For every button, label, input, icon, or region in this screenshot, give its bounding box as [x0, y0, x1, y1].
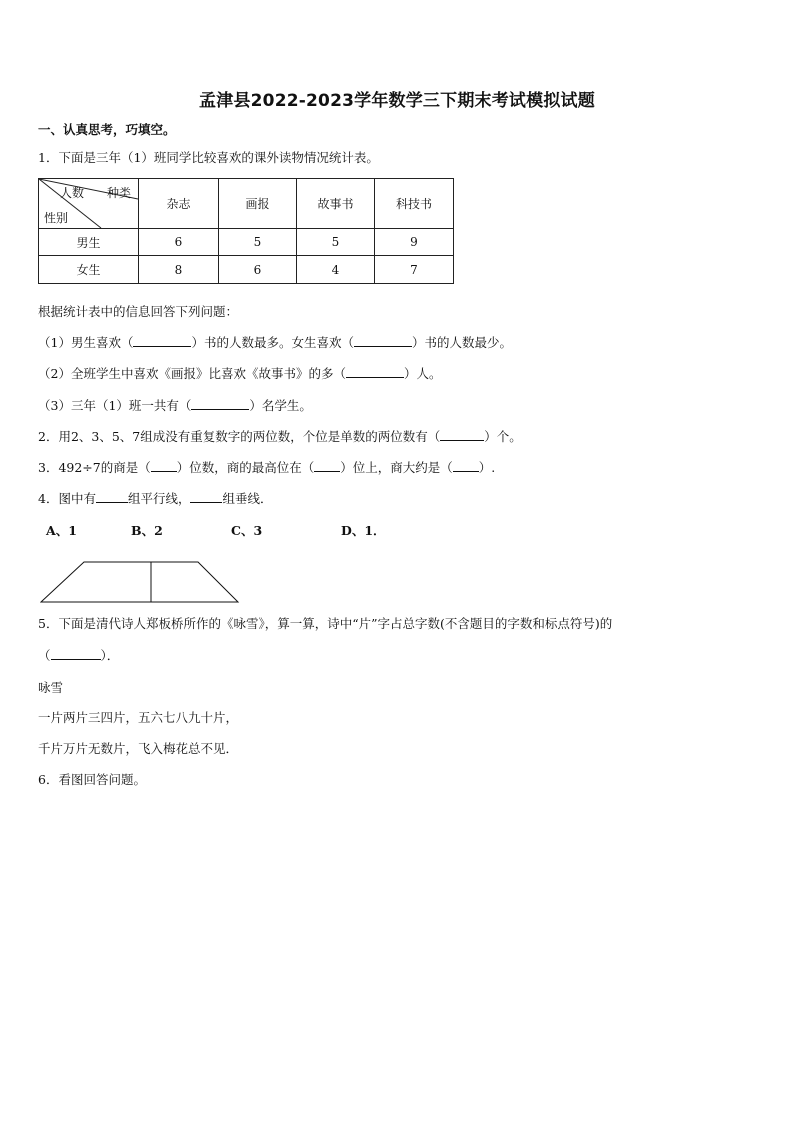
trapezoid-figure [40, 560, 240, 604]
answer-blank[interactable] [96, 490, 128, 503]
text-segment: 3．492÷7的商是（ [38, 460, 151, 475]
question-1-part-1 [38, 333, 512, 351]
answer-blank[interactable] [314, 459, 340, 472]
table-cell: 4 [297, 256, 375, 284]
text-segment: （1）男生喜欢（ [38, 335, 134, 350]
text-segment: ）位数，商的最高位在（ [176, 460, 315, 475]
option-b[interactable]: B、2 [131, 523, 163, 538]
column-header: 杂志 [139, 179, 219, 229]
question-2 [38, 427, 522, 445]
table-row [39, 256, 454, 284]
text-segment: （ [38, 648, 51, 663]
answer-blank[interactable] [51, 647, 101, 660]
table-cell: 9 [375, 229, 454, 256]
answer-blank[interactable] [440, 428, 484, 441]
question-1-prompt: 根据统计表中的信息回答下列问题： [38, 304, 239, 319]
corner-label-type: 种类 [107, 186, 132, 200]
answer-blank[interactable] [190, 490, 222, 503]
text-segment: ）书的人数最多。女生喜欢（ [191, 335, 354, 350]
table-row [39, 229, 454, 256]
text-segment: （2）全班学生中喜欢《画报》比喜欢《故事书》的多（ [38, 366, 346, 381]
table-cell: 5 [297, 229, 375, 256]
table-cell: 5 [219, 229, 297, 256]
answer-blank[interactable] [133, 334, 191, 347]
page-title: 孟津县2022-2023学年数学三下期末考试模拟试题 [199, 91, 595, 111]
row-label: 男生 [39, 229, 139, 256]
question-3 [38, 458, 495, 476]
question-1-part-2 [38, 364, 441, 382]
answer-blank[interactable] [354, 334, 412, 347]
table-cell: 6 [139, 229, 219, 256]
text-segment: ）． [100, 648, 120, 663]
question-5-stem: 5．下面是清代诗人郑板桥所作的《咏雪》，算一算，诗中“片”字占总字数(不含题目的字数和标点符号)的 [38, 616, 613, 631]
text-segment: ）. [478, 460, 496, 475]
table-cell: 8 [139, 256, 219, 284]
option-d[interactable]: D、1． [341, 523, 386, 538]
text-segment: 组垂线． [222, 491, 273, 506]
poem-line-2: 千片万片无数片，飞入梅花总不见． [38, 741, 239, 756]
reading-statistics-table [38, 178, 454, 284]
corner-label-count: 人数 [60, 186, 85, 200]
poem-title: 咏雪 [38, 680, 64, 695]
option-c[interactable]: C、3 [231, 523, 263, 538]
question-1-stem: 1．下面是三年（1）班同学比较喜欢的课外读物情况统计表。 [38, 150, 379, 165]
poem-line-1: 一片两片三四片，五六七八九十片， [38, 710, 239, 725]
answer-blank[interactable] [151, 459, 177, 472]
table-corner-header [39, 179, 139, 229]
column-header: 画报 [219, 179, 297, 229]
text-segment: ）名学生。 [249, 398, 312, 413]
question-6: 6．看图回答问题。 [38, 772, 146, 787]
table-cell: 7 [375, 256, 454, 284]
option-a[interactable]: A、1 [46, 523, 77, 538]
table-cell: 6 [219, 256, 297, 284]
question-1-part-3 [38, 396, 312, 414]
column-header: 故事书 [297, 179, 375, 229]
text-segment: （3）三年（1）班一共有（ [38, 398, 192, 413]
text-segment: 4．图中有 [38, 491, 96, 506]
text-segment: 组平行线， [127, 491, 191, 506]
question-5-answer-line [38, 646, 119, 664]
text-segment: ）书的人数最少。 [411, 335, 512, 350]
corner-label-gender: 性别 [44, 211, 69, 225]
column-header: 科技书 [375, 179, 454, 229]
text-segment: ）人。 [403, 366, 442, 381]
question-4 [38, 489, 272, 507]
row-label: 女生 [39, 256, 139, 284]
answer-blank[interactable] [191, 397, 249, 410]
text-segment: ）个。 [484, 429, 522, 444]
answer-blank[interactable] [453, 459, 479, 472]
text-segment: ）位上，商大约是（ [340, 460, 453, 475]
answer-blank[interactable] [346, 365, 404, 378]
text-segment: 2．用2、3、5、7组成没有重复数字的两位数，个位是单数的两位数有（ [38, 429, 441, 444]
section-heading: 一、认真思考，巧填空。 [38, 122, 176, 137]
